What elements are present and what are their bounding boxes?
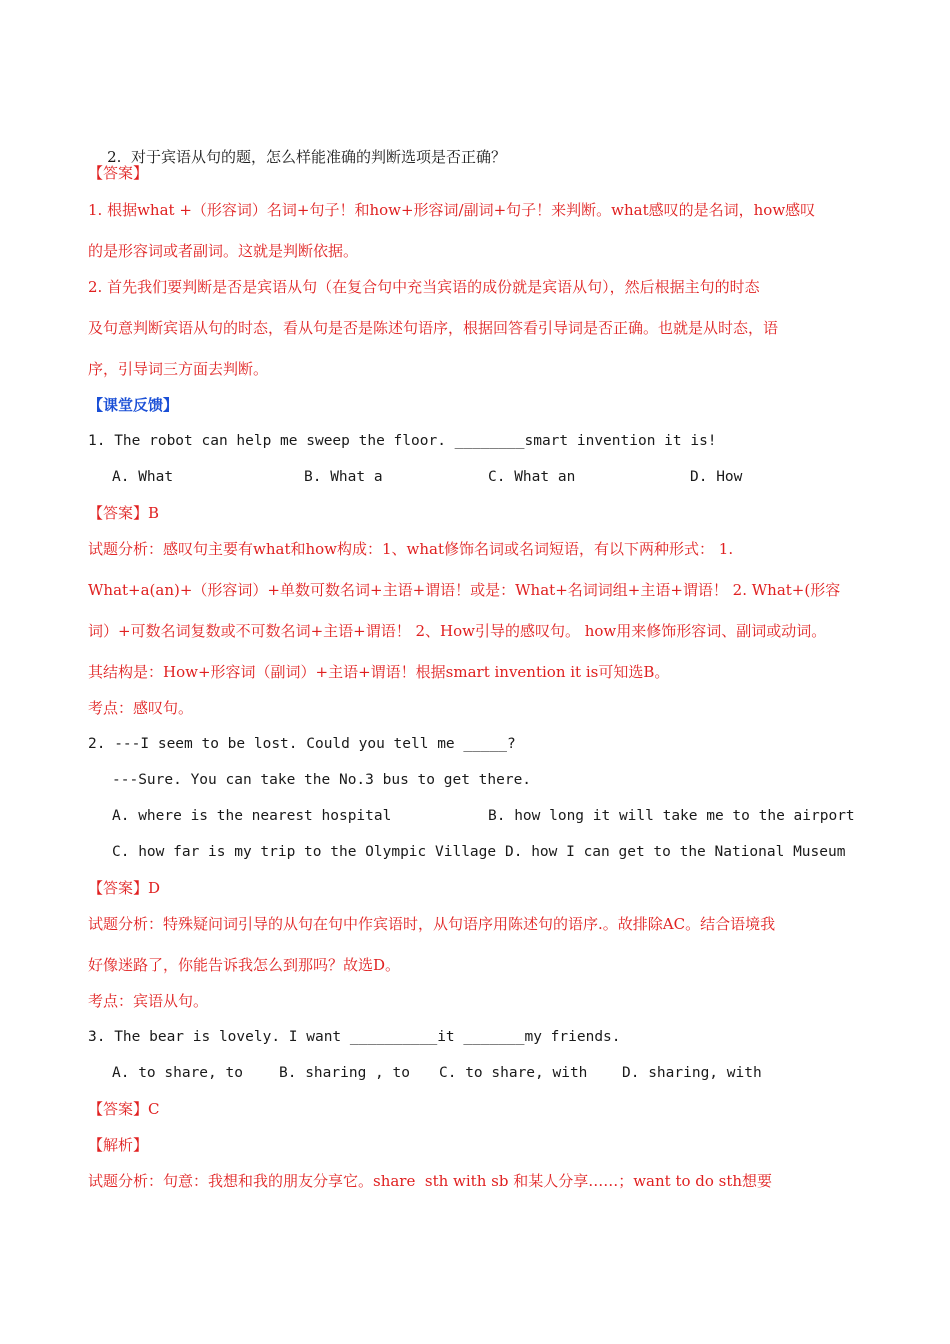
q1-analysis-3: 词）+可数名词复数或不可数名词+主语+谓语！ 2、How引导的感叹句。 how用来修饰形容词、副词或动词。 [88, 622, 827, 640]
q1-option-c: C. What an [488, 469, 576, 485]
q1-analysis-1: 试题分析：感叹句主要有what和how构成：1、what修饰名词或名词短语，有以下两种形式： 1. [88, 540, 734, 558]
q2-option-a: A. where is the nearest hospital [112, 808, 392, 824]
answer-line-4: 及句意判断宾语从句的时态，看从句是否是陈述句语序，根据回答看引导词是否正确。也就是从时态，语 [88, 319, 779, 337]
q2-option-c: C. how far is my trip to the Olympic Village [112, 844, 497, 860]
q2-intro [88, 127, 506, 187]
q3-option-c: C. to share, with [439, 1065, 588, 1081]
q1-analysis-4: 其结构是：How+形容词（副词）+主语+谓语！根据smart invention it is可知选B。 [88, 663, 670, 681]
q1-stem: 1. The robot can help me sweep the floor. ________smart invention it is! [88, 433, 717, 449]
q1-option-b: B. What a [304, 469, 383, 485]
q2-answer [88, 878, 160, 898]
q3-answer [88, 1099, 160, 1119]
q2-analysis-1: 试题分析：特殊疑问词引导的从句在句中作宾语时，从句语序用陈述句的语序.。故排除AC。结合语境我 [88, 915, 776, 933]
answer-line-2: 的是形容词或者副词。这就是判断依据。 [88, 242, 359, 260]
q2-answer-value: D [148, 879, 161, 897]
q2-intro-text: 对于宾语从句的题，怎么样能准确的判断选项是否正确？ [130, 148, 506, 166]
q1-kaodian: 考点：感叹句。 [88, 699, 194, 717]
q3-analysis-1: 试题分析：句意：我想和我的朋友分享它。share sth with sb 和某人分享……；want to do sth想要 [88, 1172, 773, 1190]
q2-stem-1: 2. ---I seem to be lost. Could you tell me _____? [88, 736, 516, 752]
q2-stem-2: ---Sure. You can take the No.3 bus to get there. [112, 772, 532, 788]
q1-answer-label: 【答案】 [88, 504, 149, 522]
q1-answer-value: B [148, 504, 160, 522]
q3-jiexi-label: 【解析】 [88, 1136, 149, 1154]
q2-intro-number: 2. [107, 148, 122, 166]
q3-answer-label: 【答案】 [88, 1100, 149, 1118]
q3-option-b: B. sharing , to [279, 1065, 410, 1081]
q3-option-a: A. to share, to [112, 1065, 243, 1081]
q3-option-d: D. sharing, with [622, 1065, 762, 1081]
answer-line-3: 2. 首先我们要判断是否是宾语从句（在复合句中充当宾语的成份就是宾语从句），然后根据主句的时态 [88, 278, 760, 296]
q2-option-b: B. how long it will take me to the airport [488, 808, 855, 824]
answer-label: 【答案】 [88, 164, 149, 182]
answer-line-5: 序，引导词三方面去判断。 [88, 360, 269, 378]
q1-analysis-2: What+a(an)+（形容词）+单数可数名词+主语+谓语！或是：What+名词词组+主语+谓语！ 2. What+(形容 [88, 581, 841, 599]
q1-option-a: A. What [112, 469, 174, 485]
q1-answer [88, 503, 159, 523]
q2-option-d: D. how I can get to the National Museum [505, 844, 846, 860]
q1-option-d: D. How [690, 469, 743, 485]
q3-answer-value: C [148, 1100, 160, 1118]
q2-analysis-2: 好像迷路了，你能告诉我怎么到那吗？故选D。 [88, 956, 401, 974]
q2-answer-label: 【答案】 [88, 879, 149, 897]
feedback-heading: 【课堂反馈】 [88, 396, 179, 414]
q3-stem: 3. The bear is lovely. I want __________it _______my friends. [88, 1029, 621, 1045]
q2-kaodian: 考点：宾语从句。 [88, 992, 209, 1010]
answer-line-1: 1. 根据what +（形容词）名词+句子！和how+形容词/副词+句子！来判断。what感叹的是名词，how感叹 [88, 201, 816, 219]
